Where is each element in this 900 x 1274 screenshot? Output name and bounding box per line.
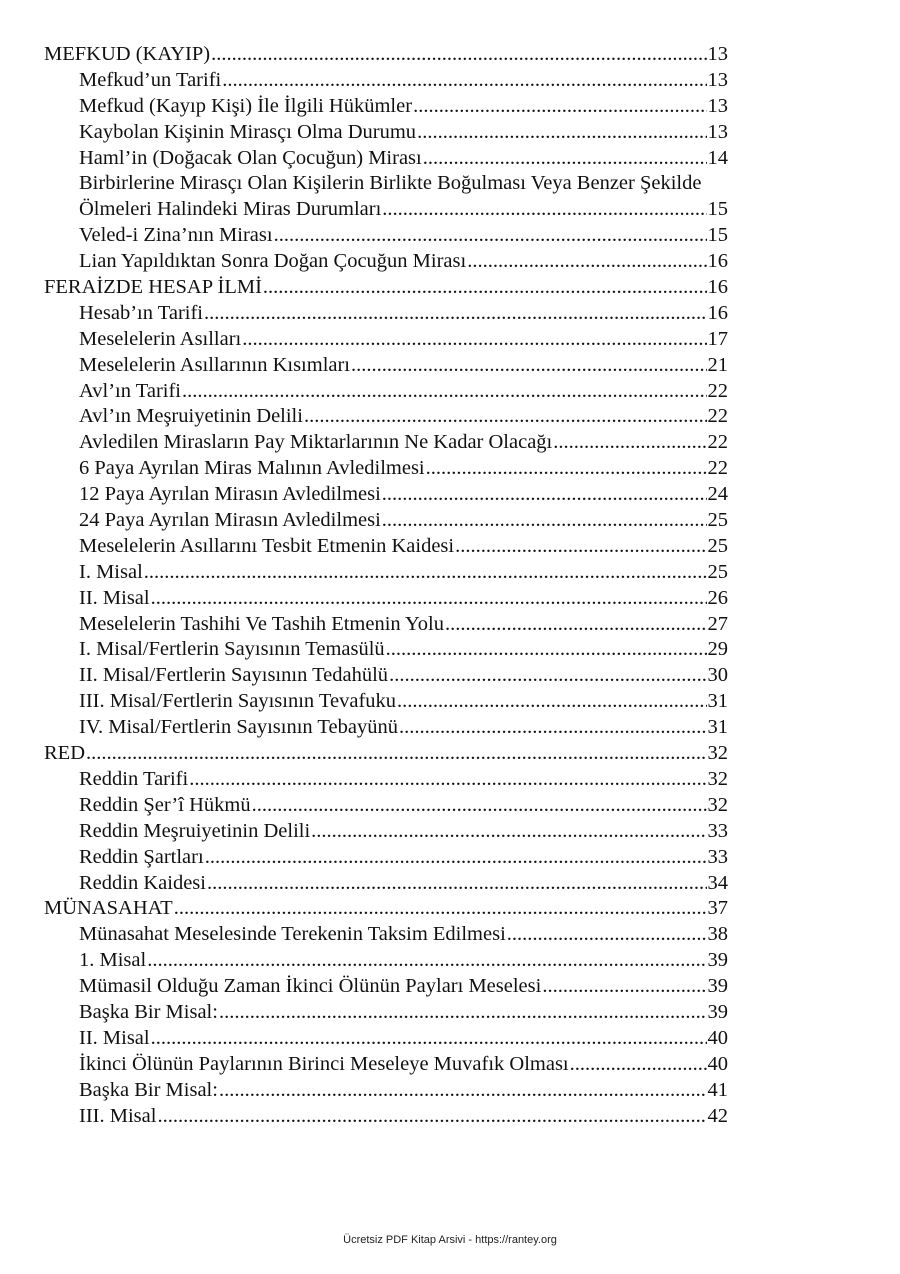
page-footer: Ücretsiz PDF Kitap Arsivi - https://rantey.org <box>343 1234 557 1246</box>
toc-entry-title: Ölmeleri Halindeki Miras Durumları <box>79 198 382 221</box>
toc-entry[interactable] <box>44 1000 728 1026</box>
toc-entry[interactable] <box>44 301 728 327</box>
dot-leader <box>397 689 706 715</box>
toc-entry-page: 13 <box>707 120 728 143</box>
toc-entry-page: 39 <box>707 1000 728 1023</box>
dot-leader <box>423 146 707 172</box>
toc-entry-page: 22 <box>707 431 728 454</box>
toc-entry[interactable] <box>44 741 728 767</box>
table-of-contents <box>44 42 728 1129</box>
dot-leader <box>157 1104 706 1130</box>
toc-entry-title: Birbirlerine Mirasçı Olan Kişilerin Birlikte Boğulması Veya Benzer Şekilde <box>79 172 702 195</box>
dot-leader <box>219 1078 707 1104</box>
toc-entry[interactable] <box>44 689 728 715</box>
dot-leader <box>445 612 707 638</box>
dot-leader <box>252 793 707 819</box>
toc-entry-title: MEFKUD (KAYIP) <box>44 43 211 65</box>
dot-leader <box>399 715 707 741</box>
dot-leader <box>467 249 706 275</box>
toc-entry-page: 32 <box>707 742 728 765</box>
toc-entry-title: Reddin Meşruiyetinin Delili <box>79 819 311 842</box>
toc-entry[interactable] <box>44 430 728 456</box>
toc-entry[interactable] <box>44 171 728 197</box>
toc-entry-page: 39 <box>707 949 728 972</box>
toc-entry-page: 13 <box>707 68 728 91</box>
toc-entry-title: III. Misal <box>79 1104 157 1127</box>
toc-entry-page: 41 <box>707 1078 728 1101</box>
toc-entry-title: Mefkud (Kayıp Kişi) İle İlgili Hükümler <box>79 94 413 117</box>
dot-leader <box>426 456 707 482</box>
dot-leader <box>219 1000 707 1026</box>
toc-entry-title: Meselelerin Asıllarını Tesbit Etmenin Kaidesi <box>79 534 455 557</box>
toc-entry-page: 33 <box>707 819 728 842</box>
toc-entry[interactable] <box>44 637 728 663</box>
toc-entry-title: Reddin Kaidesi <box>79 871 206 894</box>
toc-entry[interactable] <box>44 353 728 379</box>
toc-entry[interactable] <box>44 1052 728 1078</box>
toc-entry-page: 25 <box>707 534 728 557</box>
dot-leader <box>382 197 706 223</box>
toc-entry-title: III. Misal/Fertlerin Sayısının Tevafuku <box>79 690 397 713</box>
toc-entry-page: 22 <box>707 457 728 480</box>
dot-leader <box>304 404 707 430</box>
toc-entry-page: 16 <box>707 250 728 273</box>
toc-entry[interactable] <box>44 534 728 560</box>
toc-entry-title: Başka Bir Misal: <box>79 1078 218 1101</box>
toc-entry-page: 38 <box>707 923 728 946</box>
toc-entry[interactable] <box>44 249 728 275</box>
toc-entry-page: 29 <box>707 638 728 661</box>
toc-entry[interactable] <box>44 42 728 68</box>
dot-leader <box>242 327 706 353</box>
toc-entry-page: 14 <box>707 146 728 169</box>
toc-entry-title: RED <box>44 742 85 765</box>
toc-entry-title: Veled-i Zina’nın Mirası <box>79 224 273 247</box>
dot-leader <box>382 482 707 508</box>
toc-entry-page: 33 <box>707 845 728 868</box>
toc-entry-title: Reddin Şartları <box>79 845 204 868</box>
toc-entry-title: Meselelerin Tashihi Ve Tashih Etmenin Yolu <box>79 612 444 635</box>
toc-entry[interactable] <box>44 1026 728 1052</box>
toc-entry-page: 39 <box>707 975 728 998</box>
toc-entry[interactable] <box>44 612 728 638</box>
toc-entry-title: Reddin Şer’î Hükmü <box>79 793 251 816</box>
toc-entry-title: II. Misal <box>79 586 150 609</box>
dot-leader <box>382 508 707 534</box>
toc-entry-page: 22 <box>707 379 728 402</box>
toc-entry-page: 32 <box>707 793 728 816</box>
dot-leader <box>204 301 707 327</box>
toc-entry-title: Lian Yapıldıktan Sonra Doğan Çocuğun Mirası <box>79 250 467 273</box>
toc-entry-page: 15 <box>707 198 728 221</box>
toc-entry-page: 13 <box>707 43 728 65</box>
toc-entry[interactable] <box>44 845 728 871</box>
dot-leader <box>174 896 707 922</box>
toc-entry[interactable] <box>44 896 728 922</box>
toc-entry-title: Reddin Tarifi <box>79 767 189 790</box>
toc-entry-page: 16 <box>707 276 728 299</box>
toc-entry[interactable] <box>44 120 728 146</box>
toc-entry-page: 30 <box>707 664 728 687</box>
toc-entry-title: Hesab’ın Tarifi <box>79 301 203 324</box>
toc-entry-page: 27 <box>707 612 728 635</box>
toc-entry-page: 31 <box>707 716 728 739</box>
toc-entry-page: 22 <box>707 405 728 428</box>
toc-entry-title: 12 Paya Ayrılan Mirasın Avledilmesi <box>79 483 381 506</box>
toc-entry-title: Avledilen Mirasların Pay Miktarlarının Ne Kadar Olacağı <box>79 431 553 454</box>
toc-entry[interactable] <box>44 974 728 1000</box>
toc-entry-page: 24 <box>707 483 728 506</box>
dot-leader <box>207 871 707 897</box>
toc-entry[interactable] <box>44 327 728 353</box>
toc-entry[interactable] <box>44 482 728 508</box>
dot-leader <box>151 586 707 612</box>
dot-leader <box>151 1026 707 1052</box>
toc-entry-page: 16 <box>707 301 728 324</box>
dot-leader <box>413 94 706 120</box>
dot-leader <box>144 560 707 586</box>
dot-leader <box>389 663 706 689</box>
toc-entry-page: 32 <box>707 767 728 790</box>
dot-leader <box>263 275 707 301</box>
toc-entry-title: FERAİZDE HESAP İLMİ <box>44 276 262 299</box>
dot-leader <box>455 534 706 560</box>
toc-entry-page: 21 <box>707 353 728 376</box>
dot-leader <box>351 353 706 379</box>
toc-entry[interactable] <box>44 715 728 741</box>
toc-entry[interactable] <box>44 379 728 405</box>
toc-entry-title: Meselelerin Asılları <box>79 327 242 350</box>
toc-entry-title: Kaybolan Kişinin Mirasçı Olma Durumu <box>79 120 417 143</box>
toc-entry-page: 15 <box>707 224 728 247</box>
dot-leader <box>211 42 706 68</box>
toc-entry-title: 6 Paya Ayrılan Miras Malının Avledilmesi <box>79 457 425 480</box>
dot-leader <box>386 637 707 663</box>
toc-entry-title: Avl’ın Tarifi <box>79 379 181 402</box>
dot-leader <box>417 120 706 146</box>
toc-entry-title: 1. Misal <box>79 949 147 972</box>
toc-entry-page: 40 <box>707 1052 728 1075</box>
dot-leader <box>86 741 707 767</box>
toc-entry-title: Mümasil Olduğu Zaman İkinci Ölünün Payları Meselesi <box>79 975 542 998</box>
toc-entry[interactable] <box>44 223 728 249</box>
toc-entry[interactable] <box>44 275 728 301</box>
toc-entry[interactable] <box>44 560 728 586</box>
toc-entry[interactable] <box>44 94 728 120</box>
toc-entry-page: 37 <box>707 897 728 920</box>
dot-leader <box>189 767 706 793</box>
dot-leader <box>274 223 707 249</box>
dot-leader <box>147 948 706 974</box>
toc-entry-page: 25 <box>707 509 728 532</box>
toc-entry-page: 13 <box>707 94 728 117</box>
toc-entry-page: 17 <box>707 327 728 350</box>
toc-entry-page: 40 <box>707 1026 728 1049</box>
toc-entry[interactable] <box>44 922 728 948</box>
toc-entry[interactable] <box>44 1078 728 1104</box>
toc-entry[interactable] <box>44 1104 728 1130</box>
dot-leader <box>182 379 707 405</box>
toc-entry-title: I. Misal <box>79 560 143 583</box>
toc-entry[interactable] <box>44 948 728 974</box>
toc-entry-title: Münasahat Meselesinde Terekenin Taksim Edilmesi <box>79 923 506 946</box>
dot-leader <box>205 845 707 871</box>
toc-entry[interactable] <box>44 146 728 172</box>
toc-entry-title: II. Misal <box>79 1026 150 1049</box>
toc-entry-title: II. Misal/Fertlerin Sayısının Tedahülü <box>79 664 389 687</box>
toc-entry-title: MÜNASAHAT <box>44 897 173 920</box>
dot-leader <box>570 1052 707 1078</box>
toc-entry-page: 26 <box>707 586 728 609</box>
toc-entry[interactable] <box>44 197 728 223</box>
toc-entry[interactable] <box>44 68 728 94</box>
toc-entry[interactable] <box>44 793 728 819</box>
toc-entry-page: 42 <box>707 1104 728 1127</box>
toc-entry[interactable] <box>44 663 728 689</box>
toc-entry[interactable] <box>44 767 728 793</box>
dot-leader <box>507 922 707 948</box>
toc-entry-title: I. Misal/Fertlerin Sayısının Temasülü <box>79 638 385 661</box>
toc-entry[interactable] <box>44 404 728 430</box>
toc-entry[interactable] <box>44 871 728 897</box>
toc-entry[interactable] <box>44 456 728 482</box>
toc-entry-title: 24 Paya Ayrılan Mirasın Avledilmesi <box>79 509 381 532</box>
toc-entry-title: Başka Bir Misal: <box>79 1000 218 1023</box>
toc-entry-page: 34 <box>707 871 728 894</box>
dot-leader <box>222 68 706 94</box>
toc-entry-title: Haml’in (Doğacak Olan Çocuğun) Mirası <box>79 146 422 169</box>
dot-leader <box>311 819 706 845</box>
toc-entry-title: IV. Misal/Fertlerin Sayısının Tebayünü <box>79 716 398 739</box>
toc-entry-title: Avl’ın Meşruiyetinin Delili <box>79 405 303 428</box>
toc-entry-page: 25 <box>707 560 728 583</box>
toc-entry-title: Mefkud’un Tarifi <box>79 68 222 91</box>
toc-entry[interactable] <box>44 819 728 845</box>
toc-entry[interactable] <box>44 508 728 534</box>
toc-entry-title: Meselelerin Asıllarının Kısımları <box>79 353 351 376</box>
toc-entry-page: 31 <box>707 690 728 713</box>
toc-entry[interactable] <box>44 586 728 612</box>
toc-entry-title: İkinci Ölünün Paylarının Birinci Meseleye Muvafık Olması <box>79 1052 569 1075</box>
dot-leader <box>542 974 706 1000</box>
dot-leader <box>553 430 706 456</box>
